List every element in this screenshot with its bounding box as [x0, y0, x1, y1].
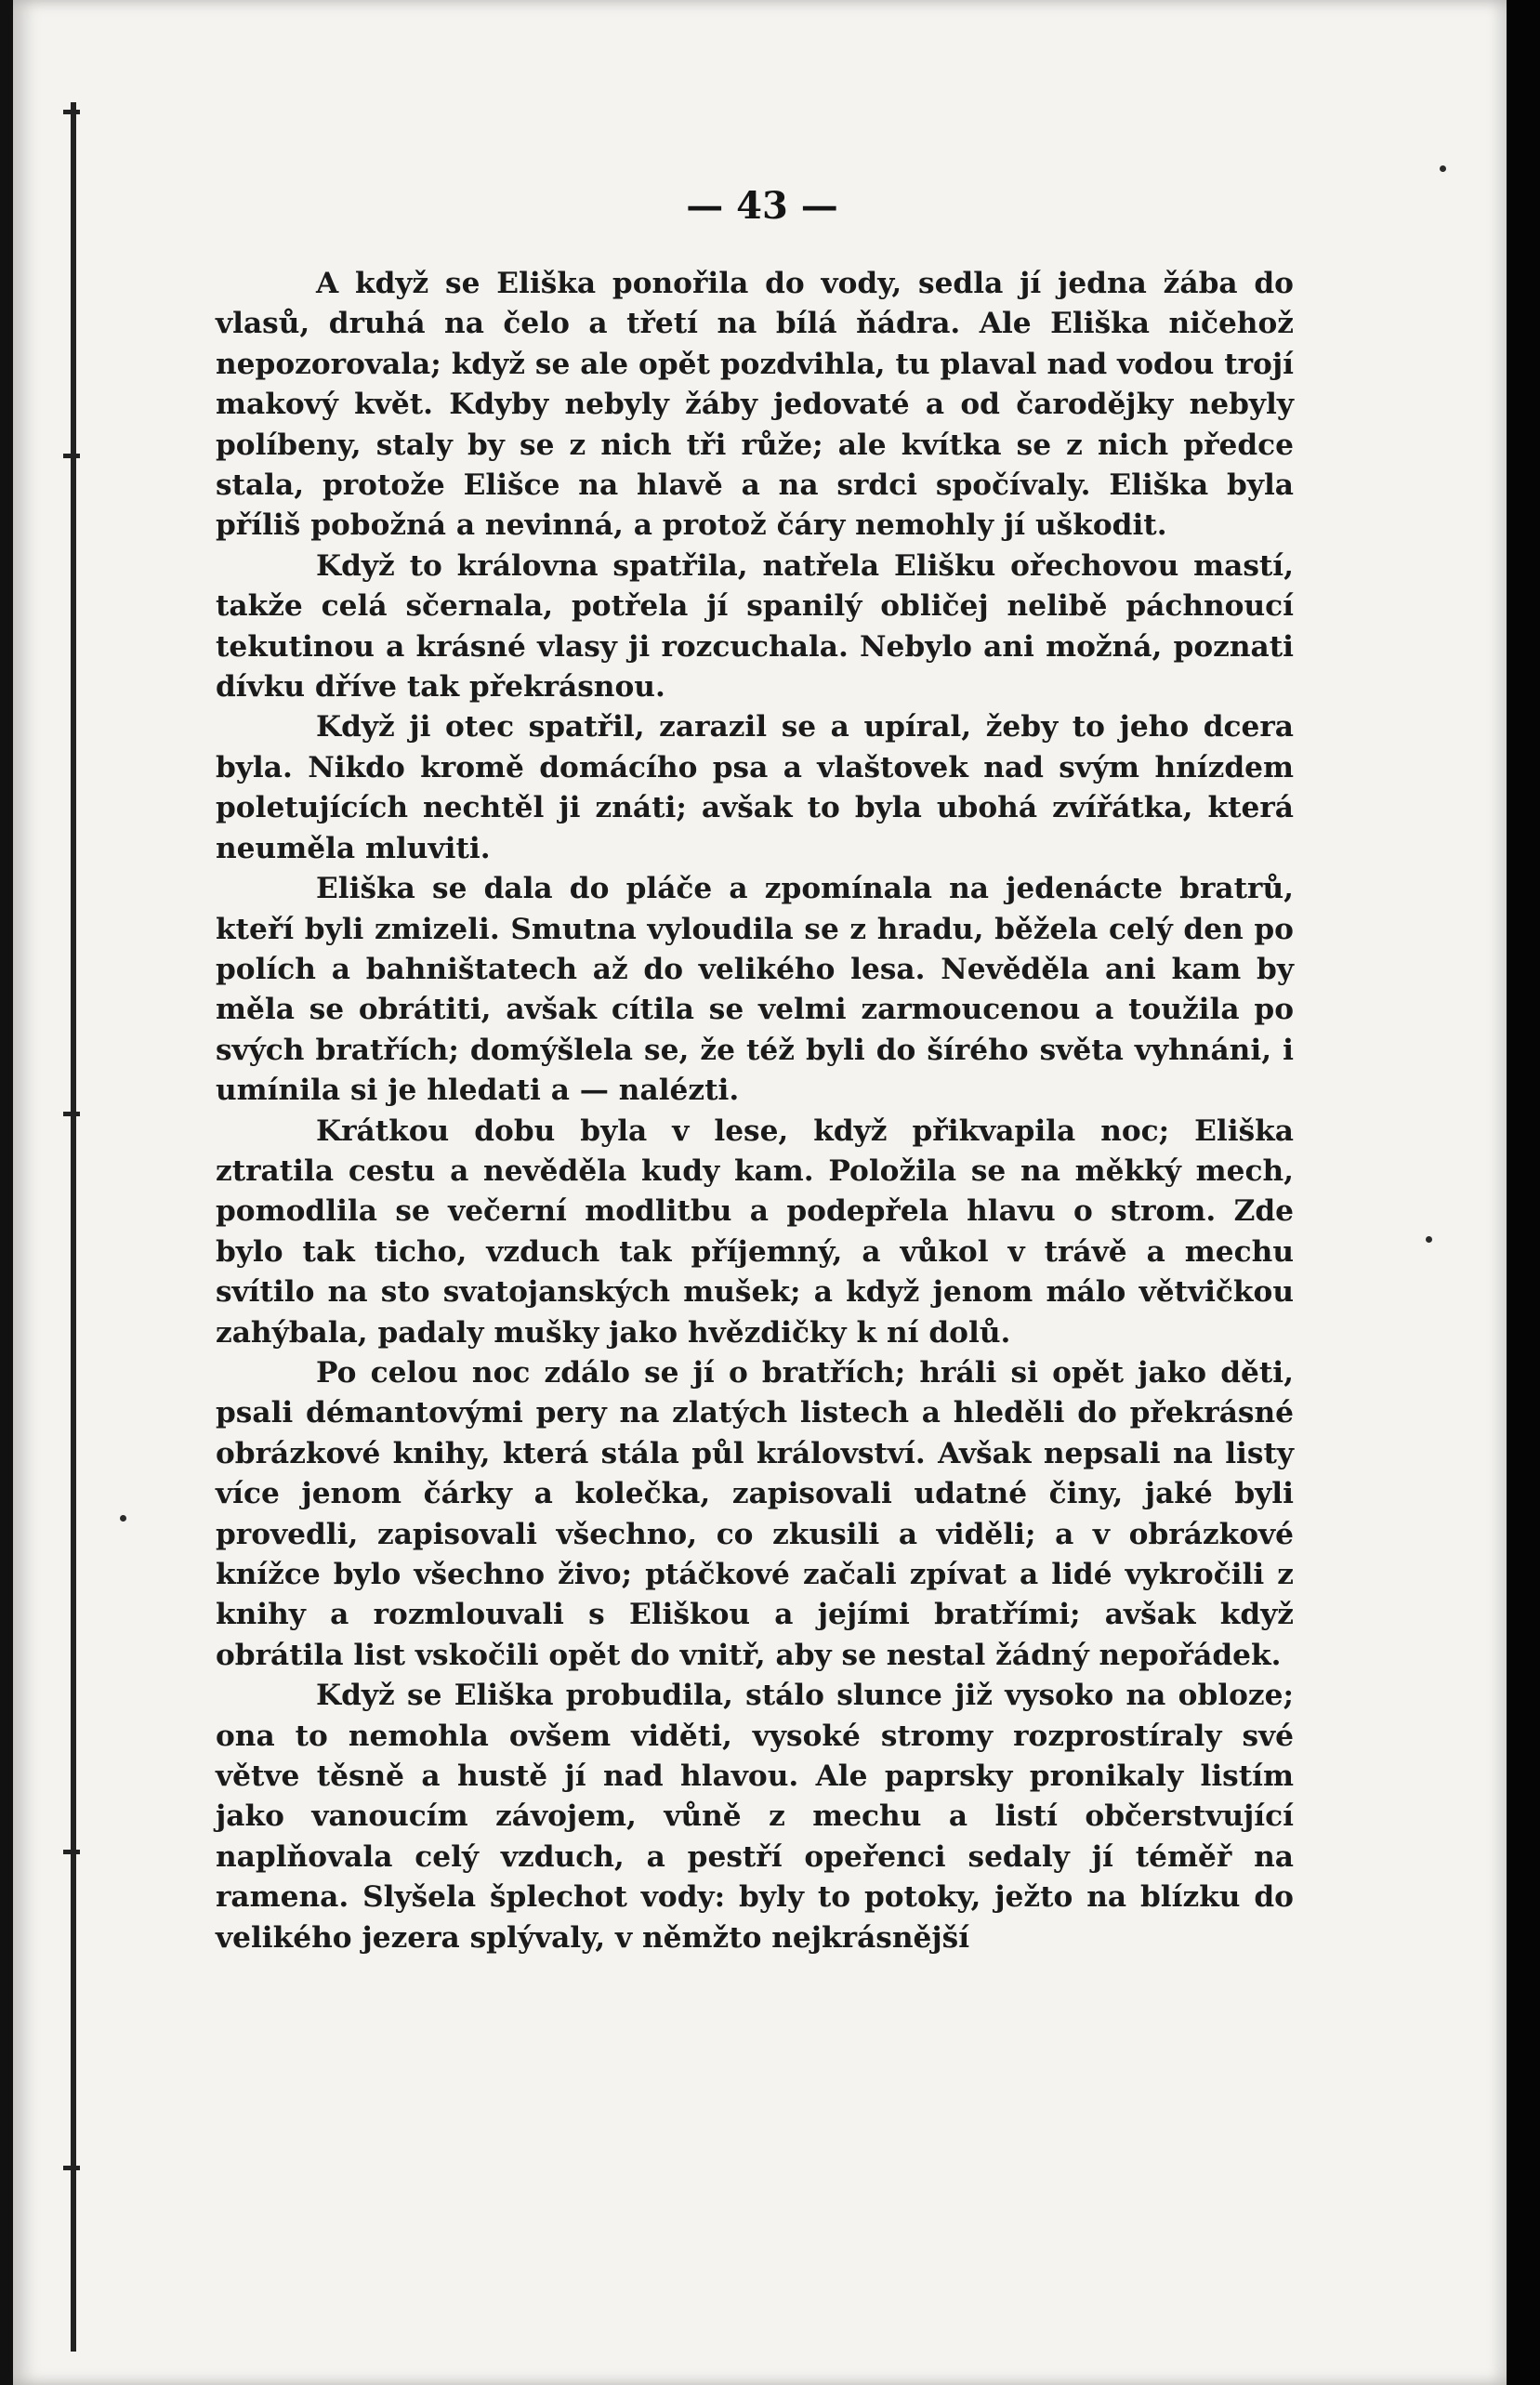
binding-rule-tick: [63, 110, 80, 114]
paragraph: Eliška se dala do pláče a zpomínala na jedenácte bratrů, kteří byli zmizeli. Smutna vyloudila se z hradu, běžela celý den po polích a bahništatech až do velikého lesa. Nevěděla ani kam by měla se obrátiti, avšak cítila se velmi zarmoucenou a toužila po svých bratřích; domýšlela se, že též byli do šírého světa vyhnáni, i umínila si je hledati a — nalézti.: [216, 872, 1294, 1108]
paragraph: Krátkou dobu byla v lese, když přikvapila noc; Eliška ztratila cestu a nevěděla kudy kam. Položila se na měkký mech, pomodlila se večerní modlitbu a podepřela hlavu o strom. Zde bylo tak ticho, vzduch tak příjemný, a vůkol v trávě a mechu svítilo na sto svatojanských mušek; a když jenom málo větvičkou zahýbala, padaly mušky jako hvězdičky k ní dolů.: [216, 1113, 1294, 1350]
paragraph: Když to královna spatřila, natřela Elišku ořechovou mastí, takže celá sčernala, potřela jí spanilý obličej nelibě páchnoucí tekutinou a krásné vlasy ji rozcuchala. Nebylo ani možná, poznati dívku dříve tak překrásnou.: [216, 548, 1294, 705]
binding-rule: [71, 102, 76, 2352]
scan-speck: [1426, 1236, 1432, 1243]
binding-rule-tick: [63, 1850, 80, 1854]
scan-dark-edge: [1507, 0, 1540, 2385]
paragraph: Když ji otec spatřil, zarazil se a upíral, žeby to jeho dcera byla. Nikdo kromě domácího psa a vlaštovek nad svým hnízdem poletujících nechtěl ji znáti; avšak to byla ubohá zvířátka, která neuměla mluviti.: [216, 710, 1294, 865]
scan-speck: [120, 1515, 126, 1522]
binding-rule-tick: [63, 2166, 80, 2170]
body-text: [216, 264, 1294, 1958]
paragraph: Když se Eliška probudila, stálo slunce již vysoko na obloze; ona to nemohla ovšem viděti, vysoké stromy rozprostíraly své větve těsně a hustě jí nad hlavou. Ale paprsky pronikaly listím jako vanoucím závojem, vůně z mechu a listí občerstvující naplňovala celý vzduch, a pestří opeřenci sedaly jí téměř na ramena. Slyšela šplechot vody: byly to potoky, ježto na blízku do velikého jezera splývaly, v němžto nejkrásnější: [216, 1679, 1294, 1955]
book-page: [13, 0, 1507, 2385]
binding-rule-tick: [63, 454, 80, 458]
binding-rule-tick: [63, 1112, 80, 1116]
paragraph: Po celou noc zdálo se jí o bratřích; hráli si opět jako děti, psali démantovými pery na zlatých listech a hleděli do překrásné obrázkové knihy, která stála půl království. Avšak nepsali na listy více jenom čárky a kolečka, zapisovali udatné činy, jaké byli provedli, zapisovali všechno, co zkusili a viděli; a v obrázkové knížce bylo všechno živo; ptáčkové začali zpívat a lidé vykročili z knihy a rozmlouvali s Eliškou a jejími bratřími; avšak když obrátila list vskočili opět do vnitř, aby se nestal žádný nepořádek.: [216, 1355, 1294, 1672]
page-number: — 43 —: [686, 184, 838, 228]
scan-speck: [1440, 165, 1446, 172]
paragraph: A když se Eliška ponořila do vody, sedla jí jedna žába do vlasů, druhá na čelo a třetí na bílá ňádra. Ale Eliška ničehož nepozorovala; když se ale opět pozdvihla, tu plaval nad vodou trojí makový květ. Kdyby nebyly žáby jedovaté a od čarodějky nebyly políbeny, staly by se z nich tři růže; ale kvítka se z nich předce stala, protože Elišce na hlavě a na srdci spočívaly. Eliška byla příliš pobožná a nevinná, a protož čáry nemohly jí uškodit.: [216, 267, 1294, 543]
